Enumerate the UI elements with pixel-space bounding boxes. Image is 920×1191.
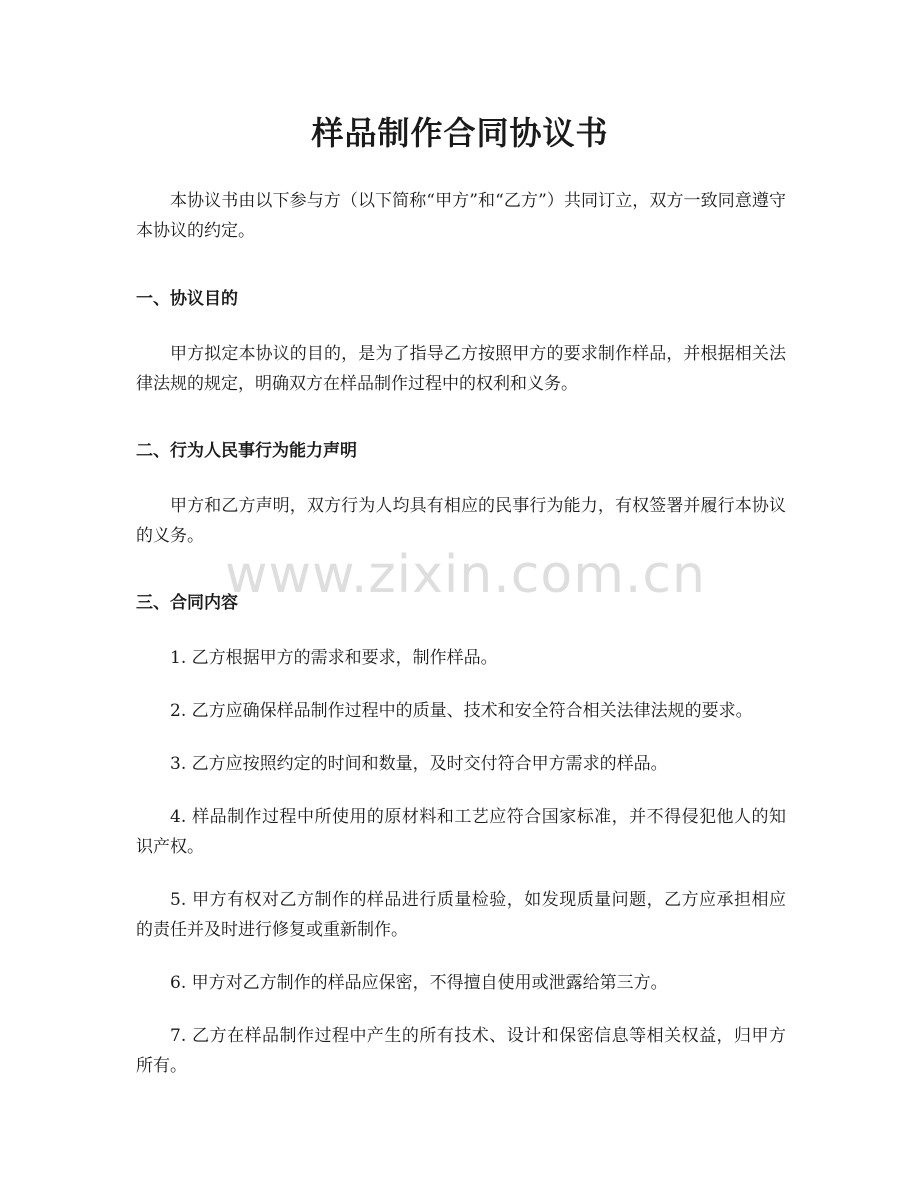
document-body — [136, 186, 786, 1081]
contract-item-2: 2. 乙方应确保样品制作过程中的质量、技术和安全符合相关法律法规的要求。 — [170, 701, 753, 721]
contract-item-3: 3. 乙方应按照约定的时间和数量，及时交付符合甲方需求的样品。 — [170, 754, 668, 774]
contract-item-7: 7. 乙方在样品制作过程中产生的所有技术、设计和保密信息等相关权益，归甲方所有。 — [136, 1026, 786, 1076]
contract-item-6: 6. 甲方对乙方制作的样品应保密，不得擅自使用或泄露给第三方。 — [170, 973, 668, 993]
section-heading-purpose: 一、协议目的 — [136, 289, 238, 309]
contract-item-5: 5. 甲方有权对乙方制作的样品进行质量检验，如发现质量问题，乙方应承担相应的责任并及时进行修复或重新制作。 — [136, 890, 786, 940]
capacity-paragraph: 甲方和乙方声明，双方行为人均具有相应的民事行为能力，有权签署并履行本协议的义务。 — [136, 496, 786, 546]
document-title: 样品制作合同协议书 — [311, 114, 609, 152]
section-heading-capacity: 二、行为人民事行为能力声明 — [136, 441, 357, 461]
section-heading-contract-content: 三、合同内容 — [136, 593, 238, 613]
intro-paragraph: 本协议书由以下参与方（以下简称“甲方”和“乙方”）共同订立，双方一致同意遵守本协议的约定。 — [136, 191, 786, 241]
purpose-paragraph: 甲方拟定本协议的目的，是为了指导乙方按照甲方的要求制作样品，并根据相关法律法规的规定，明确双方在样品制作过程中的权利和义务。 — [136, 344, 786, 394]
contract-item-4: 4. 样品制作过程中所使用的原材料和工艺应符合国家标准，并不得侵犯他人的知识产权。 — [136, 807, 786, 857]
watermark: www.zixin.com.cn — [225, 545, 706, 605]
contract-item-1: 1. 乙方根据甲方的需求和要求，制作样品。 — [170, 648, 498, 668]
